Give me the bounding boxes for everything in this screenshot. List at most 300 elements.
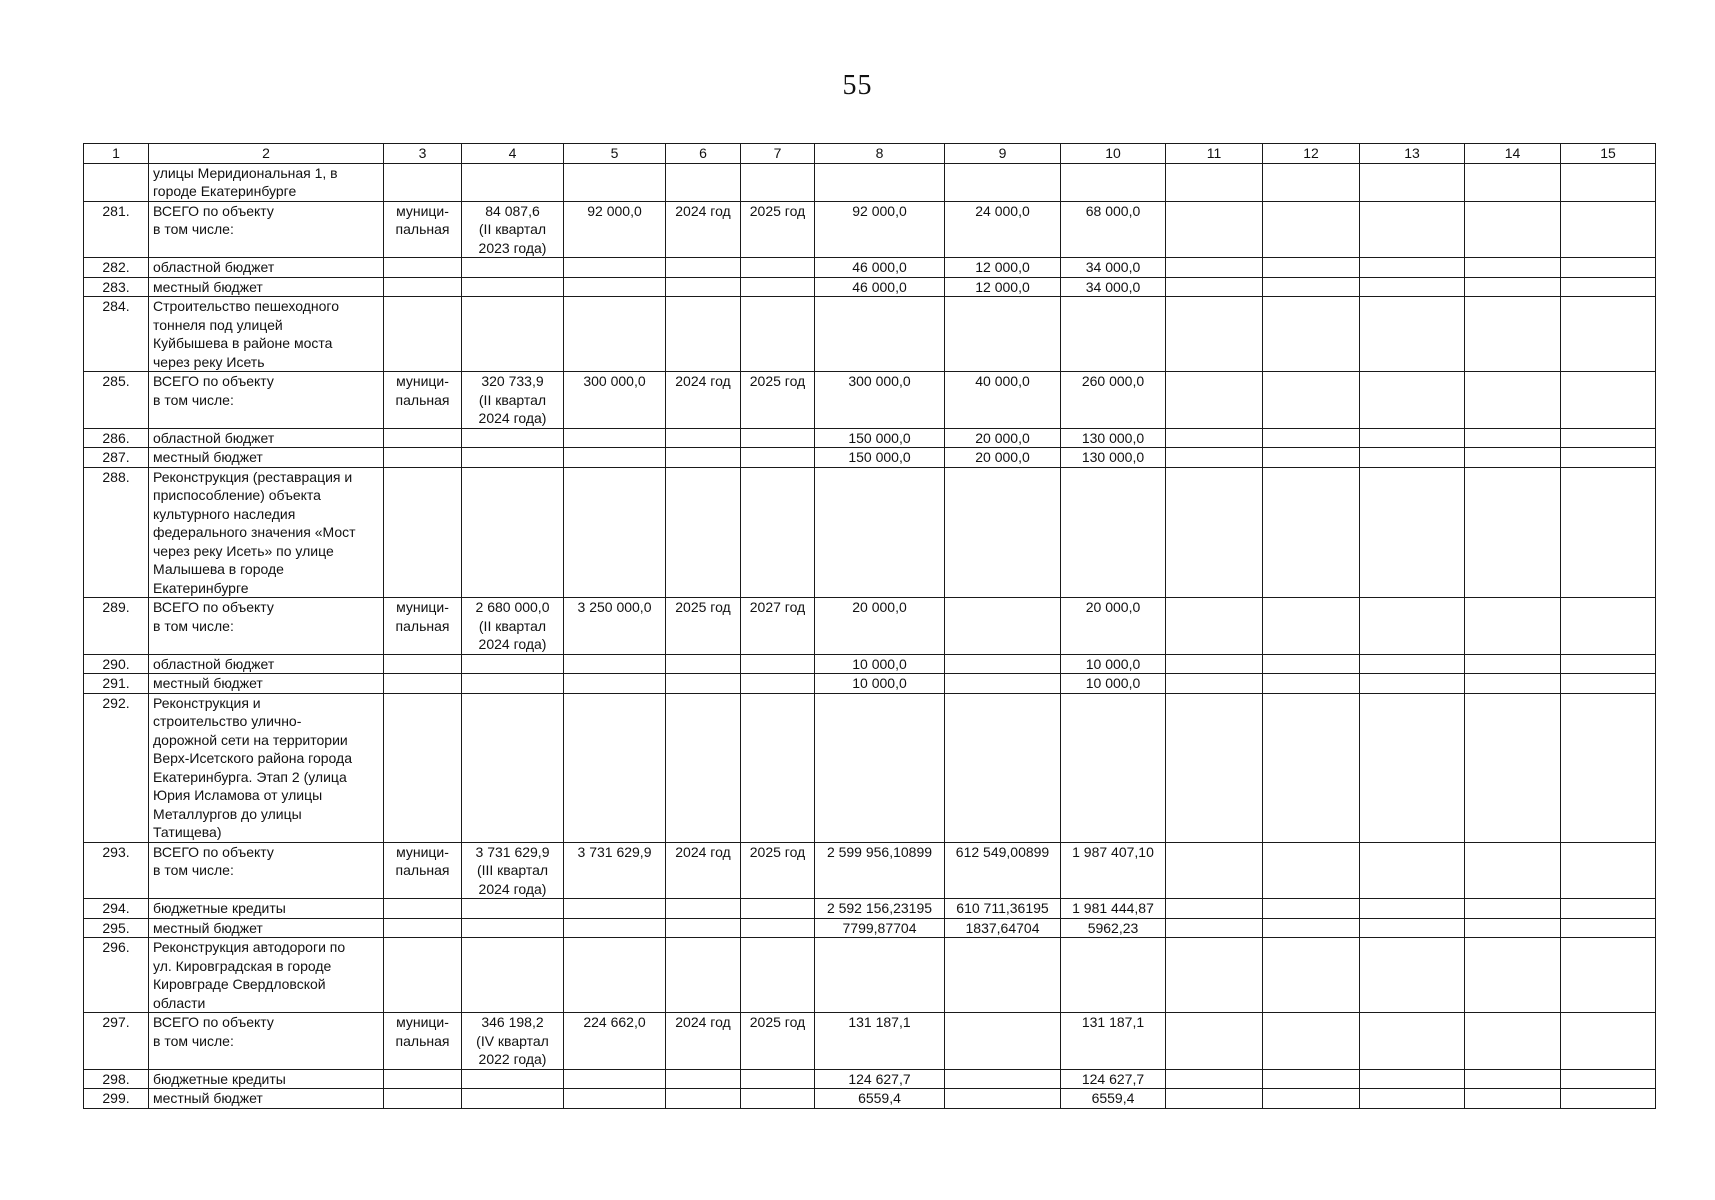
table-cell	[1360, 297, 1465, 372]
table-cell	[1561, 448, 1656, 468]
cell-text-line: в том числе:	[153, 1032, 234, 1049]
table-cell	[462, 598, 564, 655]
item-name-cell: местный бюджет	[149, 1089, 384, 1109]
table-cell	[741, 1089, 815, 1109]
table-cell	[741, 938, 815, 1013]
table-cell	[1263, 654, 1360, 674]
cell-text-line: пальная	[395, 1032, 450, 1049]
table-cell	[1263, 674, 1360, 694]
table-cell	[384, 674, 462, 694]
table-cell: 2 592 156,23195	[815, 899, 945, 919]
table-cell	[1166, 448, 1263, 468]
cell-text-line: ВСЕГО по объекту	[153, 599, 274, 615]
table-cell	[741, 428, 815, 448]
table-cell	[1263, 918, 1360, 938]
cell-text-line: 2024 года)	[478, 410, 547, 426]
table-cell	[666, 448, 741, 468]
table-cell	[564, 899, 666, 919]
table-cell	[462, 163, 564, 201]
row-number-cell: 296.	[84, 938, 149, 1013]
table-row	[84, 598, 1656, 655]
table-cell	[1166, 654, 1263, 674]
table-cell	[666, 297, 741, 372]
table-cell	[1360, 654, 1465, 674]
table-cell	[384, 277, 462, 297]
table-cell	[564, 1089, 666, 1109]
table-cell	[1166, 899, 1263, 919]
column-header: 3	[384, 144, 462, 164]
row-number-cell: 283.	[84, 277, 149, 297]
table-cell	[462, 1013, 564, 1070]
table-row	[84, 693, 1656, 842]
table-cell	[1465, 372, 1561, 429]
item-name-cell: местный бюджет	[149, 918, 384, 938]
cell-text-line: (IV квартал	[476, 1032, 549, 1049]
table-cell	[1561, 297, 1656, 372]
table-row	[84, 258, 1656, 278]
table-cell	[945, 598, 1061, 655]
table-cell	[1360, 428, 1465, 448]
table-row	[84, 938, 1656, 1013]
table-cell: 124 627,7	[815, 1069, 945, 1089]
table-cell	[1360, 938, 1465, 1013]
row-number-cell: 292.	[84, 693, 149, 842]
table-cell: 20 000,0	[945, 428, 1061, 448]
row-number-cell: 289.	[84, 598, 149, 655]
table-row	[84, 277, 1656, 297]
table-cell	[666, 428, 741, 448]
table-cell: 20 000,0	[815, 598, 945, 655]
table-cell	[1465, 938, 1561, 1013]
row-number-cell: 286.	[84, 428, 149, 448]
cell-text-line: ВСЕГО по объекту	[153, 843, 274, 860]
table-cell	[384, 428, 462, 448]
row-number-cell: 288.	[84, 467, 149, 598]
cell-text-line: (II квартал	[478, 391, 547, 408]
table-cell: 2025 год	[741, 1013, 815, 1070]
table-cell	[384, 448, 462, 468]
table-cell	[1465, 201, 1561, 258]
table-cell	[1061, 163, 1166, 201]
row-number-cell: 298.	[84, 1069, 149, 1089]
column-header: 13	[1360, 144, 1465, 164]
cell-text-line: приспособление) объекта	[153, 487, 321, 503]
cell-text-line: Малышева в городе	[153, 561, 284, 577]
row-number-cell: 287.	[84, 448, 149, 468]
table-cell	[1263, 938, 1360, 1013]
table-cell: 124 627,7	[1061, 1069, 1166, 1089]
table-cell	[1465, 674, 1561, 694]
page-number: 55	[842, 70, 873, 101]
table-cell	[384, 918, 462, 938]
table-cell	[1360, 448, 1465, 468]
table-cell	[384, 1013, 462, 1070]
column-header: 14	[1465, 144, 1561, 164]
table-cell	[1166, 1069, 1263, 1089]
table-cell	[1263, 428, 1360, 448]
cell-text-line: в том числе:	[153, 862, 234, 878]
table-cell	[1360, 674, 1465, 694]
table-cell	[666, 277, 741, 297]
table-cell	[945, 938, 1061, 1013]
table-cell	[666, 918, 741, 938]
table-cell	[666, 674, 741, 694]
cell-text-line: городе Екатеринбурге	[153, 183, 297, 199]
cell-text-line: муници-	[396, 843, 449, 860]
table-cell: 10 000,0	[815, 654, 945, 674]
column-header: 12	[1263, 144, 1360, 164]
row-number-cell: 295.	[84, 918, 149, 938]
table-cell: 2024 год	[666, 201, 741, 258]
cell-text-line: Екатеринбурга. Этап 2 (улица	[153, 768, 347, 785]
table-cell	[1465, 467, 1561, 598]
row-number-cell: 293.	[84, 842, 149, 899]
cell-text-line: улицы Меридиональная 1, в	[153, 164, 338, 181]
table-cell	[815, 163, 945, 201]
table-cell: 2 599 956,10899	[815, 842, 945, 899]
cell-text-line: через реку Исеть	[153, 353, 265, 370]
table-cell	[1263, 163, 1360, 201]
table-cell	[1561, 654, 1656, 674]
table-cell: 2025 год	[741, 842, 815, 899]
table-cell	[564, 277, 666, 297]
table-row	[84, 1069, 1656, 1089]
table-cell	[462, 448, 564, 468]
table-cell	[564, 654, 666, 674]
table-cell: 610 711,36195	[945, 899, 1061, 919]
table-cell: 92 000,0	[815, 201, 945, 258]
row-number-cell: 285.	[84, 372, 149, 429]
table-cell: 6559,4	[1061, 1089, 1166, 1109]
table-cell: 2025 год	[741, 372, 815, 429]
table-cell	[384, 372, 462, 429]
item-name-cell: областной бюджет	[149, 258, 384, 278]
cell-text-line: Верх-Исетского района города	[153, 750, 352, 766]
table-cell: 150 000,0	[815, 428, 945, 448]
table-cell	[384, 938, 462, 1013]
table-cell: 1837,64704	[945, 918, 1061, 938]
table-cell	[1166, 428, 1263, 448]
table-cell: 612 549,00899	[945, 842, 1061, 899]
table-cell	[1166, 1089, 1263, 1109]
table-cell	[1166, 674, 1263, 694]
table-row	[84, 163, 1656, 201]
table-cell	[564, 428, 666, 448]
row-number-cell: 299.	[84, 1089, 149, 1109]
table-cell	[462, 428, 564, 448]
table-cell: 20 000,0	[1061, 598, 1166, 655]
cell-text-line: муници-	[396, 599, 449, 615]
table-cell	[666, 163, 741, 201]
item-name-cell	[149, 201, 384, 258]
item-name-cell: областной бюджет	[149, 654, 384, 674]
table-cell	[384, 201, 462, 258]
column-header: 11	[1166, 144, 1263, 164]
table-cell: 300 000,0	[815, 372, 945, 429]
table-cell	[462, 674, 564, 694]
cell-text-line: (II квартал	[478, 221, 547, 237]
budget-table	[83, 143, 1656, 1109]
table-cell: 2024 год	[666, 372, 741, 429]
table-row	[84, 448, 1656, 468]
table-cell	[1561, 674, 1656, 694]
item-name-cell	[149, 938, 384, 1013]
table-cell	[564, 258, 666, 278]
table-cell	[1465, 654, 1561, 674]
cell-text-line: (III квартал	[476, 862, 549, 878]
item-name-cell: бюджетные кредиты	[149, 899, 384, 919]
table-cell	[1263, 277, 1360, 297]
table-cell: 5962,23	[1061, 918, 1166, 938]
cell-text-line: 2022 года)	[478, 1051, 547, 1067]
table-cell: 1 987 407,10	[1061, 842, 1166, 899]
table-row	[84, 467, 1656, 598]
table-cell	[666, 1089, 741, 1109]
table-cell	[945, 163, 1061, 201]
cell-text-line: 346 198,2	[481, 1014, 544, 1030]
cell-text-line: 3 731 629,9	[475, 843, 550, 860]
cell-text-line: ул. Кировградская в городе	[153, 957, 332, 974]
table-cell: 260 000,0	[1061, 372, 1166, 429]
table-cell	[945, 1089, 1061, 1109]
cell-text-line: пальная	[395, 862, 450, 878]
table-cell	[462, 918, 564, 938]
cell-text-line: Кировграде Свердловской	[153, 976, 326, 992]
table-cell	[1360, 467, 1465, 598]
table-cell	[1263, 297, 1360, 372]
table-cell	[815, 467, 945, 598]
cell-text-line: через реку Исеть» по улице	[153, 542, 334, 559]
table-cell	[1263, 598, 1360, 655]
table-cell	[741, 163, 815, 201]
cell-text-line: федерального значения «Мост	[153, 524, 356, 540]
table-cell	[1465, 842, 1561, 899]
cell-text-line: Реконструкция и	[153, 694, 261, 711]
cell-text-line: 2024 года)	[478, 880, 547, 897]
cell-text-line: в том числе:	[153, 617, 234, 634]
table-row	[84, 899, 1656, 919]
row-number-cell: 284.	[84, 297, 149, 372]
table-row	[84, 428, 1656, 448]
table-cell	[945, 1013, 1061, 1070]
item-name-cell: местный бюджет	[149, 277, 384, 297]
table-cell: 34 000,0	[1061, 277, 1166, 297]
table-cell	[1561, 201, 1656, 258]
table-cell: 68 000,0	[1061, 201, 1166, 258]
table-cell	[1263, 448, 1360, 468]
table-cell	[1360, 1013, 1465, 1070]
table-cell	[1561, 1013, 1656, 1070]
table-cell	[1166, 598, 1263, 655]
table-cell	[462, 693, 564, 842]
table-cell	[462, 201, 564, 258]
table-cell	[741, 448, 815, 468]
table-cell: 130 000,0	[1061, 448, 1166, 468]
row-number-cell: 290.	[84, 654, 149, 674]
table-cell	[1166, 372, 1263, 429]
table-cell	[1360, 1089, 1465, 1109]
cell-text-line: Екатеринбурге	[153, 579, 249, 596]
table-cell	[1263, 372, 1360, 429]
table-cell	[1561, 258, 1656, 278]
table-cell	[1360, 842, 1465, 899]
table-cell	[945, 1069, 1061, 1089]
cell-text-line: муници-	[396, 202, 449, 219]
cell-text-line: (II квартал	[478, 617, 547, 634]
table-cell	[741, 674, 815, 694]
table-cell	[1061, 693, 1166, 842]
table-cell	[384, 842, 462, 899]
table-cell	[666, 938, 741, 1013]
table-cell	[384, 693, 462, 842]
table-cell	[741, 1069, 815, 1089]
cell-text-line: Юрия Исламова от улицы	[153, 787, 323, 803]
table-row	[84, 842, 1656, 899]
table-cell	[1360, 201, 1465, 258]
table-cell	[1166, 918, 1263, 938]
table-cell	[1360, 1069, 1465, 1089]
table-cell	[462, 1069, 564, 1089]
table-cell	[564, 693, 666, 842]
item-name-cell	[149, 297, 384, 372]
table-cell	[1360, 372, 1465, 429]
item-name-cell	[149, 163, 384, 201]
header-row	[84, 144, 1656, 164]
table-cell	[1166, 1013, 1263, 1070]
table-cell: 2025 год	[666, 598, 741, 655]
table-cell	[1360, 277, 1465, 297]
table-cell	[1061, 297, 1166, 372]
table-cell	[1561, 1089, 1656, 1109]
table-cell: 46 000,0	[815, 277, 945, 297]
table-cell: 12 000,0	[945, 277, 1061, 297]
table-cell: 12 000,0	[945, 258, 1061, 278]
cell-text-line: Татищева)	[153, 824, 222, 840]
table-cell	[1166, 842, 1263, 899]
column-header: 9	[945, 144, 1061, 164]
table-row	[84, 1013, 1656, 1070]
table-cell	[384, 899, 462, 919]
table-cell	[462, 277, 564, 297]
table-cell	[462, 297, 564, 372]
item-name-cell	[149, 598, 384, 655]
table-cell	[384, 297, 462, 372]
table-cell: 2025 год	[741, 201, 815, 258]
table-cell	[666, 258, 741, 278]
table-cell: 34 000,0	[1061, 258, 1166, 278]
table-cell	[815, 693, 945, 842]
table-cell	[462, 938, 564, 1013]
table-cell	[1561, 693, 1656, 842]
cell-text-line: Реконструкция (реставрация и	[153, 468, 353, 485]
table-cell	[564, 467, 666, 598]
column-header: 4	[462, 144, 564, 164]
table-cell	[666, 654, 741, 674]
cell-text-line: 2024 года)	[478, 636, 547, 652]
table-cell	[462, 654, 564, 674]
cell-text-line: пальная	[395, 391, 450, 408]
item-name-cell	[149, 842, 384, 899]
table-cell	[741, 277, 815, 297]
table-cell	[1360, 899, 1465, 919]
table-cell	[1166, 163, 1263, 201]
table-cell	[1561, 918, 1656, 938]
cell-text-line: ВСЕГО по объекту	[153, 1014, 274, 1030]
table-cell	[1561, 598, 1656, 655]
table-cell	[1465, 448, 1561, 468]
table-cell	[1465, 1089, 1561, 1109]
cell-text-line: Строительство пешеходного	[153, 298, 339, 314]
column-header: 5	[564, 144, 666, 164]
table-row	[84, 297, 1656, 372]
cell-text-line: строительство улично-	[153, 713, 302, 729]
cell-text-line: в том числе:	[153, 221, 234, 237]
item-name-cell	[149, 1013, 384, 1070]
table-cell	[462, 899, 564, 919]
table-cell	[384, 598, 462, 655]
column-header: 2	[149, 144, 384, 164]
table-cell	[1561, 428, 1656, 448]
table-cell	[1360, 598, 1465, 655]
table-cell	[1263, 693, 1360, 842]
table-cell: 10 000,0	[1061, 654, 1166, 674]
item-name-cell: местный бюджет	[149, 674, 384, 694]
cell-text-line: Куйбышева в районе моста	[153, 335, 333, 351]
table-cell: 150 000,0	[815, 448, 945, 468]
table-cell: 10 000,0	[815, 674, 945, 694]
table-cell	[666, 1069, 741, 1089]
row-number-cell	[84, 163, 149, 201]
table-cell	[564, 448, 666, 468]
table-cell	[384, 258, 462, 278]
table-cell	[564, 297, 666, 372]
item-name-cell	[149, 372, 384, 429]
table-cell	[1360, 693, 1465, 842]
table-cell	[564, 938, 666, 1013]
table-cell: 1 981 444,87	[1061, 899, 1166, 919]
cell-text-line: ВСЕГО по объекту	[153, 373, 274, 389]
cell-text-line: тоннеля под улицей	[153, 316, 283, 333]
table-cell	[1561, 899, 1656, 919]
table-cell	[1263, 467, 1360, 598]
table-cell	[1061, 938, 1166, 1013]
cell-text-line: дорожной сети на территории	[153, 731, 348, 748]
table-cell	[1263, 842, 1360, 899]
table-cell	[666, 693, 741, 842]
table-cell	[1561, 372, 1656, 429]
table-cell: 6559,4	[815, 1089, 945, 1109]
item-name-cell: областной бюджет	[149, 428, 384, 448]
table-cell	[1263, 258, 1360, 278]
table-row	[84, 372, 1656, 429]
table-cell	[945, 674, 1061, 694]
table-cell	[1561, 842, 1656, 899]
table-cell	[815, 297, 945, 372]
table-cell	[1166, 277, 1263, 297]
table-cell	[741, 899, 815, 919]
table-cell	[384, 467, 462, 598]
table-cell	[945, 467, 1061, 598]
table-cell	[945, 693, 1061, 842]
cell-text-line: области	[153, 994, 206, 1011]
cell-text-line: 2 680 000,0	[475, 599, 550, 615]
table-cell: 10 000,0	[1061, 674, 1166, 694]
table-cell	[462, 258, 564, 278]
table-cell	[1561, 277, 1656, 297]
table-cell	[462, 842, 564, 899]
table-cell	[384, 654, 462, 674]
column-header: 8	[815, 144, 945, 164]
